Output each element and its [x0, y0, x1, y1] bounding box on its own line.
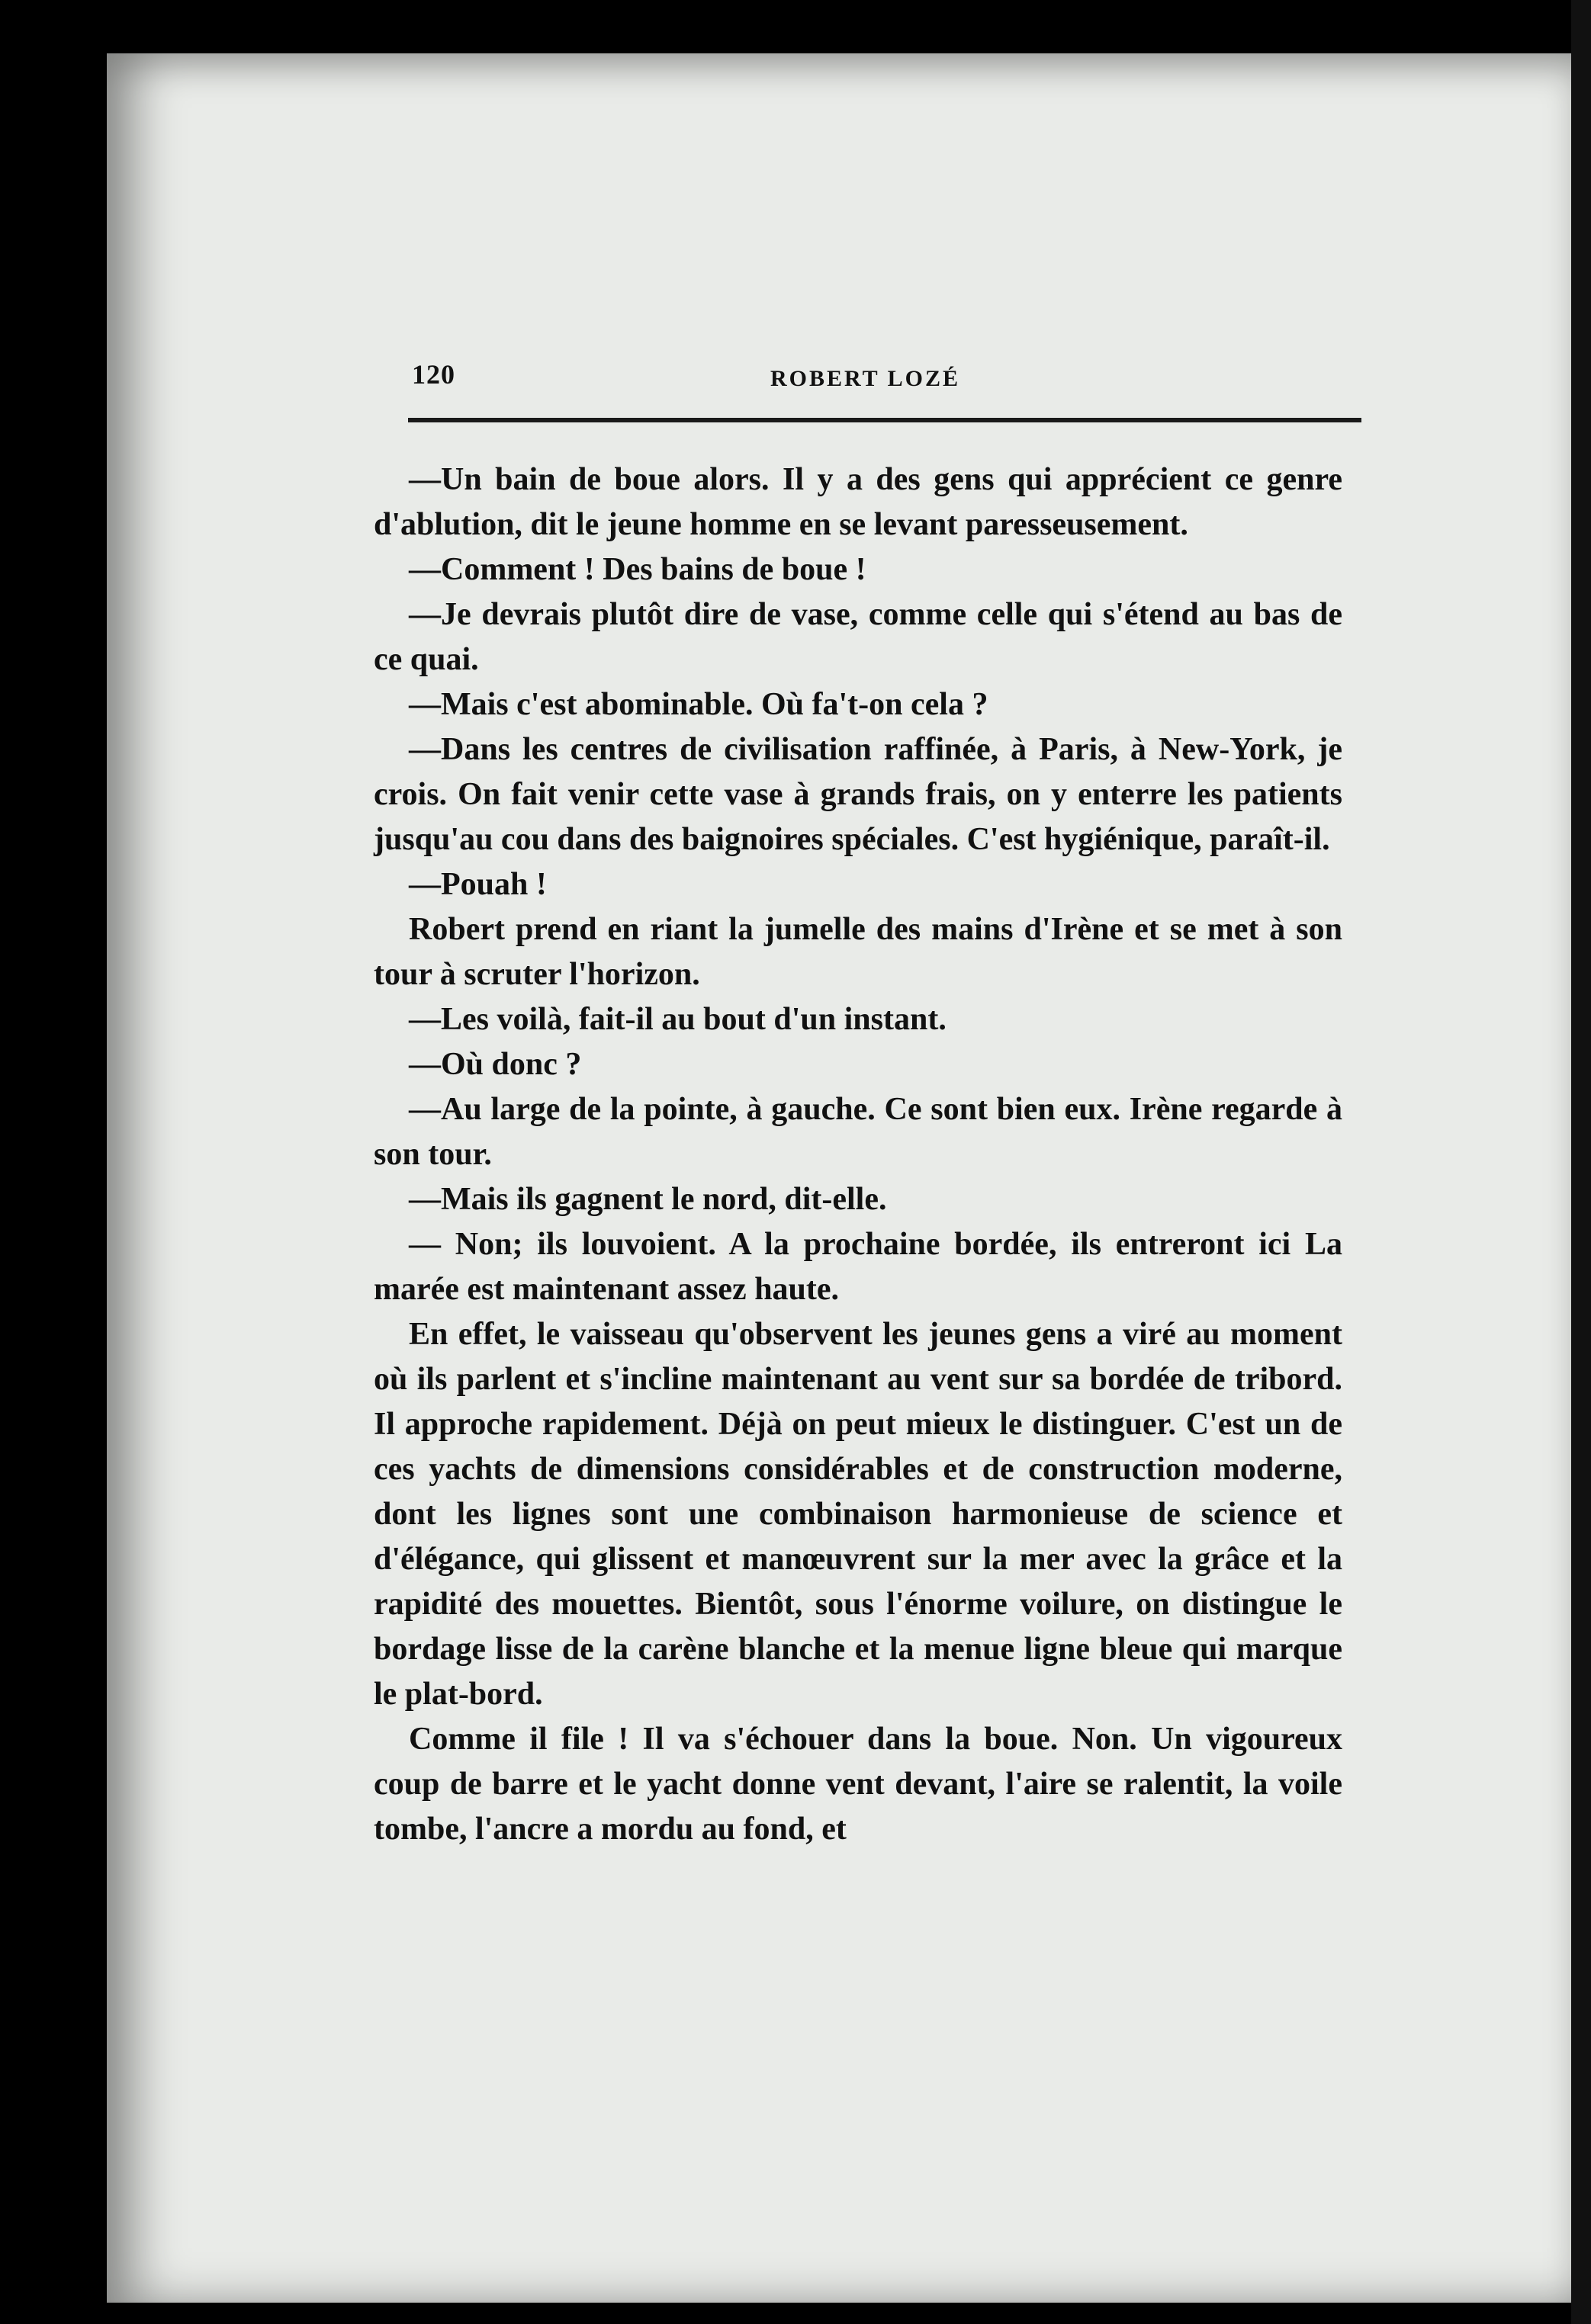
paragraph: —Mais c'est abominable. Où fa't-on cela ?	[409, 687, 988, 722]
running-title: ROBERT LOZÉ	[770, 366, 960, 391]
paragraph: En effet, le vaisseau qu'observent les jeunes gens a viré au moment où ils parlent et s'incline maintenant au vent sur sa bordée de tribord. Il approche rapidement. Déjà on peut mieux le distinguer. C'est un de ces yachts de dimensions considérables et de construction moderne, dont les lignes sont une combinaison harmonieuse de science et d'élégance, qui glissent et manœuvrent sur la mer avec la grâce et la rapidité des mouettes. Bientôt, sous l'énorme voilure, on distingue le bordage lisse de la carène blanche et la menue ligne bleue qui marque le plat-bord.	[374, 1317, 1342, 1712]
paragraph: —Comment ! Des bains de boue !	[409, 552, 866, 587]
paragraph: — Non; ils louvoient. A la prochaine bordée, ils entreront ici La marée est maintenant assez haute.	[374, 1227, 1342, 1307]
paragraph: —Un bain de boue alors. Il y a des gens qui apprécient ce genre d'ablution, dit le jeune homme en se levant paresseusement.	[374, 462, 1342, 542]
paragraph: —Dans les centres de civilisation raffinée, à Paris, à New-York, je crois. On fait venir cette vase à grands frais, on y enterre les patients jusqu'au cou dans des baignoires spéciales. C'est hygiénique, paraît-il.	[374, 732, 1342, 857]
page-number: 120	[412, 359, 455, 390]
paragraph: —Où donc ?	[409, 1047, 582, 1082]
page-header	[412, 358, 1365, 404]
body-text	[374, 457, 1342, 1852]
paragraph: Robert prend en riant la jumelle des mains d'Irène et se met à son tour à scruter l'horizon.	[374, 912, 1342, 992]
adjacent-page-edge	[1571, 0, 1591, 2324]
paragraph: —Les voilà, fait-il au bout d'un instant.	[409, 1002, 947, 1037]
paragraph: —Pouah !	[409, 867, 547, 902]
paragraph: —Mais ils gagnent le nord, dit-elle.	[409, 1182, 887, 1217]
header-rule	[408, 418, 1361, 422]
paragraph: —Au large de la pointe, à gauche. Ce sont bien eux. Irène regarde à son tour.	[374, 1092, 1342, 1172]
paragraph: —Je devrais plutôt dire de vase, comme celle qui s'étend au bas de ce quai.	[374, 597, 1342, 677]
paragraph: Comme il file ! Il va s'échouer dans la boue. Non. Un vigoureux coup de barre et le yacht donne vent devant, l'aire se ralentit, la voile tombe, l'ancre a mordu au fond, et	[374, 1722, 1342, 1847]
